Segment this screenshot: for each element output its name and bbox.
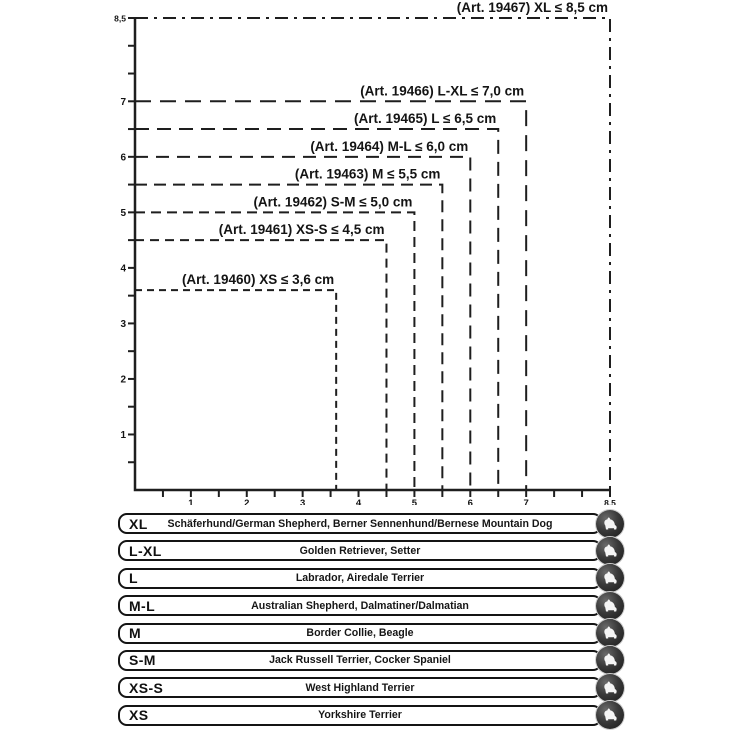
dog-icon <box>600 568 620 588</box>
series-line <box>135 101 526 490</box>
x-tick-label: 7 <box>523 498 529 505</box>
row-size-label: XS-S <box>129 679 164 696</box>
row-breeds-label: Labrador, Airedale Terrier <box>295 572 425 585</box>
table-row <box>118 513 602 534</box>
row-breeds-label: Australian Shepherd, Dalmatiner/Dalmatian <box>251 599 469 612</box>
table-row <box>118 595 602 616</box>
x-tick-label: 1 <box>188 498 194 505</box>
x-tick-label: 2 <box>244 498 250 505</box>
dog-icon <box>600 623 620 643</box>
row-breeds-label: Yorkshire Terrier <box>318 709 402 722</box>
x-tick-label: 6 <box>467 498 473 505</box>
row-size-label: M <box>129 625 142 642</box>
series-label: (Art. 19467) XL ≤ 8,5 cm <box>456 0 608 15</box>
dog-badge <box>596 510 624 538</box>
row-size-label: S-M <box>129 652 156 669</box>
size-table <box>118 513 602 732</box>
row-breeds-label: Jack Russell Terrier, Cocker Spaniel <box>269 654 451 667</box>
series-label: (Art. 19466) L-XL ≤ 7,0 cm <box>360 83 525 99</box>
row-size-label: L <box>129 570 138 587</box>
y-tick-label: 5 <box>120 207 126 219</box>
series-line <box>135 212 414 490</box>
y-tick-label: 4 <box>120 263 126 275</box>
x-tick-label: 8,5 <box>604 498 616 505</box>
y-tick-label: 8,5 <box>114 13 126 24</box>
row-size-label: XS <box>129 707 149 724</box>
dog-badge <box>596 619 624 647</box>
series-line <box>135 290 336 490</box>
row-size-label: M-L <box>129 597 156 614</box>
dog-badge <box>596 564 624 592</box>
dog-badge <box>596 674 624 702</box>
y-tick-label: 2 <box>120 374 126 386</box>
dog-badge <box>596 592 624 620</box>
series-label: (Art. 19463) M ≤ 5,5 cm <box>294 166 441 182</box>
table-row <box>118 568 602 589</box>
series-label: (Art. 19462) S-M ≤ 5,0 cm <box>253 194 413 210</box>
row-breeds-label: Golden Retriever, Setter <box>299 544 421 557</box>
dog-icon <box>600 705 620 725</box>
dog-icon <box>600 596 620 616</box>
row-breeds-label: Border Collie, Beagle <box>306 627 414 640</box>
dog-badge <box>596 701 624 729</box>
y-tick-label: 3 <box>120 318 126 330</box>
row-breeds-label: West Highland Terrier <box>305 681 415 694</box>
dog-badge <box>596 537 624 565</box>
y-tick-label: 7 <box>120 96 126 108</box>
table-row <box>118 705 602 726</box>
dog-icon <box>600 650 620 670</box>
series-label: (Art. 19465) L ≤ 6,5 cm <box>354 111 497 127</box>
y-tick-label: 6 <box>120 152 126 164</box>
series-line <box>135 129 498 490</box>
dog-icon <box>600 678 620 698</box>
row-size-label: XL <box>129 515 148 532</box>
row-breeds-label: Schäferhund/German Shepherd, Berner Sennenhund/Bernese Mountain Dog <box>167 517 553 530</box>
series-label: (Art. 19464) M-L ≤ 6,0 cm <box>310 138 469 154</box>
row-size-label: L-XL <box>129 542 162 559</box>
series-label: (Art. 19461) XS-S ≤ 4,5 cm <box>218 222 385 238</box>
table-row <box>118 540 602 561</box>
series-label: (Art. 19460) XS ≤ 3,6 cm <box>181 272 335 288</box>
dog-icon <box>600 514 620 534</box>
y-tick-label: 1 <box>120 429 126 441</box>
table-row <box>118 623 602 644</box>
dog-icon <box>600 541 620 561</box>
x-tick-label: 3 <box>299 498 306 505</box>
dog-badge <box>596 646 624 674</box>
table-row <box>118 677 602 698</box>
table-row <box>118 650 602 671</box>
x-tick-label: 5 <box>411 498 418 505</box>
x-tick-label: 4 <box>355 498 362 505</box>
